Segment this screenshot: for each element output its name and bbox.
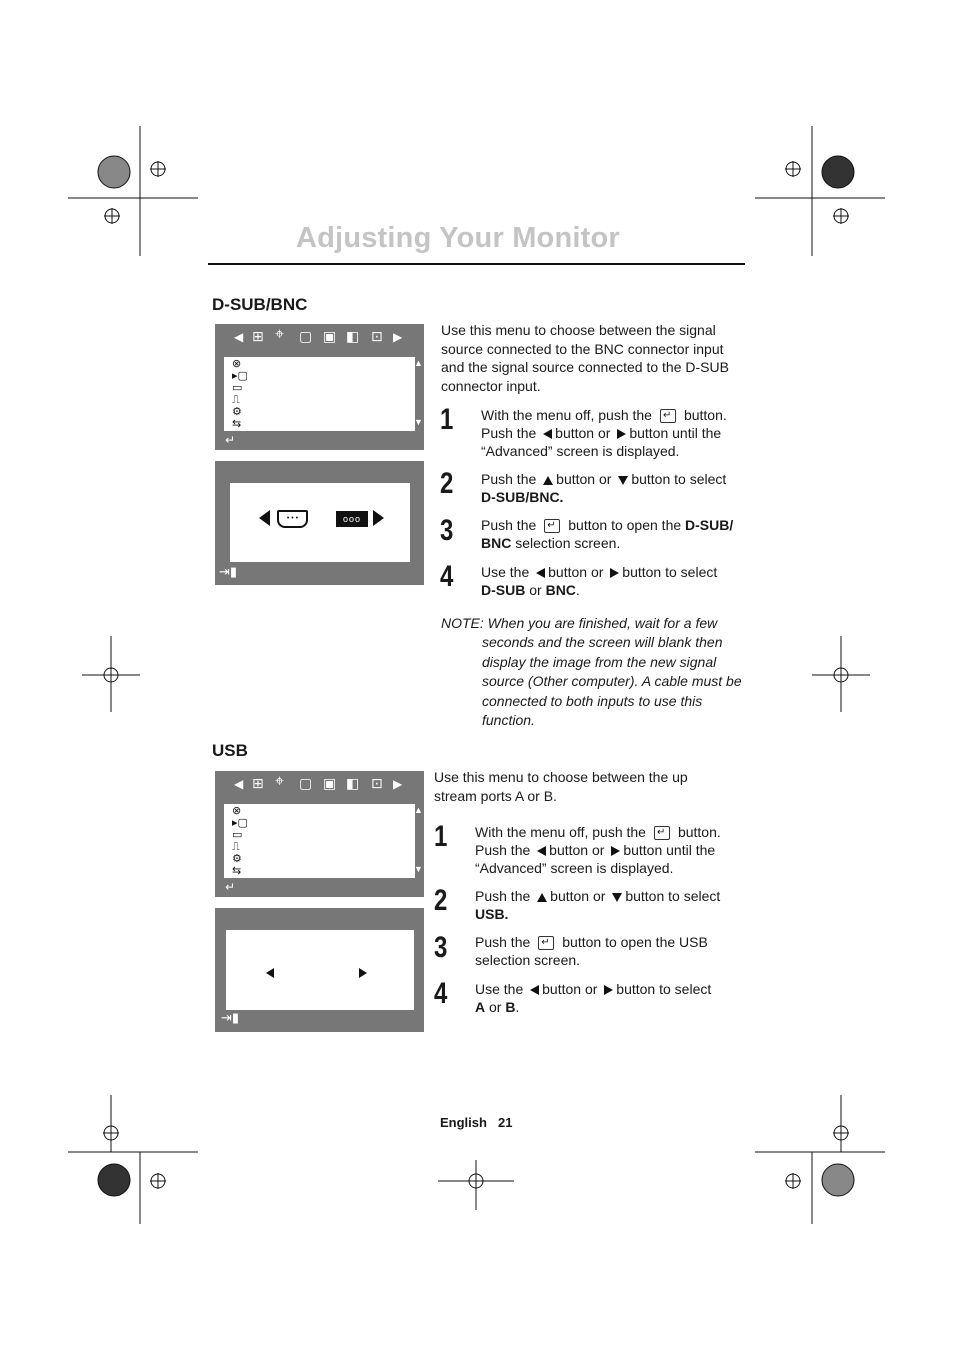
menu-item-icons: ⊗ ▸▢ ▭ ⎍ ⚙ ⇆ bbox=[232, 805, 248, 877]
geometry-icon: ⌖ bbox=[275, 773, 285, 790]
selection-area bbox=[226, 930, 414, 1010]
color-icon: ▣ bbox=[323, 328, 337, 344]
footer-language: English bbox=[440, 1115, 487, 1130]
dsub-step-2: Push the button or button to select D-SUB/BNC. bbox=[481, 471, 727, 505]
menu-item-icons: ⊗ ▸▢ ▭ ⎍ ⚙ ⇆ bbox=[232, 358, 248, 430]
selection-right-arrow-icon bbox=[373, 510, 384, 531]
page-title: Adjusting Your Monitor bbox=[296, 222, 620, 254]
down-arrow-icon bbox=[612, 893, 622, 902]
enter-button-icon bbox=[660, 409, 676, 423]
up-arrow-icon bbox=[543, 476, 553, 485]
advanced-icon: ◧ bbox=[346, 775, 360, 791]
title-rule bbox=[208, 263, 745, 265]
right-arrow-icon bbox=[604, 985, 613, 995]
position-icon: ⊞ bbox=[252, 775, 264, 791]
dsub-step-2-number: 2 bbox=[440, 467, 454, 500]
dsub-osd-menu bbox=[215, 324, 424, 450]
scroll-up-icon: ▲ bbox=[414, 358, 423, 368]
left-arrow-icon bbox=[536, 568, 545, 578]
dsub-step-1-number: 1 bbox=[440, 403, 454, 436]
left-arrow-icon bbox=[543, 429, 552, 439]
left-arrow-icon: ◀ bbox=[234, 777, 244, 791]
right-arrow-icon: ▶ bbox=[393, 777, 403, 791]
usb-step-1-number: 1 bbox=[434, 820, 448, 853]
left-arrow-icon bbox=[537, 846, 546, 856]
usb-step-3-number: 3 bbox=[434, 931, 448, 964]
scroll-up-icon: ▲ bbox=[414, 805, 423, 815]
down-arrow-icon bbox=[618, 476, 628, 485]
dsub-step-1: With the menu off, push the↵ button. Push the button or button until the “Advanced” screen is displayed. bbox=[481, 407, 746, 460]
left-arrow-icon: ◀ bbox=[234, 330, 244, 344]
scroll-down-icon: ▼ bbox=[414, 864, 423, 874]
bnc-connector-icon: ooo bbox=[336, 511, 368, 527]
usb-heading: USB bbox=[212, 741, 248, 760]
enter-button-icon bbox=[654, 826, 670, 840]
dsub-note: NOTE: When you are finished, wait for a few seconds and the screen will blank then display the image from the new signal source (Other computer). A cable must be connected to both inputs to use this function. bbox=[441, 615, 742, 729]
right-arrow-icon bbox=[610, 568, 619, 578]
enter-icon: ↵ bbox=[225, 880, 236, 894]
right-arrow-icon bbox=[617, 429, 626, 439]
usb-step-2: Push the button or button to select USB. bbox=[475, 888, 721, 922]
page-number: 21 bbox=[498, 1115, 513, 1130]
selection-left-arrow-icon bbox=[259, 510, 270, 531]
dsub-step-4: Use the button or button to select D-SUB or BNC. bbox=[481, 564, 718, 598]
window-icon: ⊡ bbox=[371, 328, 383, 344]
up-arrow-icon bbox=[537, 893, 547, 902]
menu-list-area bbox=[224, 804, 415, 878]
enter-button-icon bbox=[544, 519, 560, 533]
dsub-connector-icon: • • • bbox=[277, 510, 308, 528]
usb-step-1: With the menu off, push the↵ button. Push the button or button until the “Advanced” screen is displayed. bbox=[475, 824, 745, 877]
enter-icon: ↵ bbox=[225, 433, 236, 447]
menu-list-area bbox=[224, 357, 415, 431]
size-icon: ▢ bbox=[299, 775, 313, 791]
exit-icon: ⇥▮ bbox=[221, 1010, 240, 1025]
exit-icon: ⇥▮ bbox=[219, 564, 238, 579]
size-icon: ▢ bbox=[299, 328, 313, 344]
usb-step-3: Push the↵ button to open the USB selection screen. bbox=[475, 934, 745, 970]
usb-intro: Use this menu to choose between the up stream ports A or B. bbox=[434, 769, 688, 804]
dsub-intro: Use this menu to choose between the signal source connected to the BNC connector input and the signal source connected to the D-SUB connector input. bbox=[441, 322, 729, 395]
usb-step-2-number: 2 bbox=[434, 884, 448, 917]
color-icon: ▣ bbox=[323, 775, 337, 791]
window-icon: ⊡ bbox=[371, 775, 383, 791]
advanced-icon: ◧ bbox=[346, 328, 360, 344]
dsub-heading: D-SUB/BNC bbox=[212, 295, 308, 314]
right-arrow-icon: ▶ bbox=[393, 330, 403, 344]
scroll-down-icon: ▼ bbox=[414, 417, 423, 427]
dsub-step-4-number: 4 bbox=[440, 560, 454, 593]
dsub-step-3-number: 3 bbox=[440, 514, 454, 547]
selection-right-arrow-icon bbox=[359, 965, 367, 983]
usb-step-4-number: 4 bbox=[434, 977, 448, 1010]
right-arrow-icon bbox=[611, 846, 620, 856]
left-arrow-icon bbox=[530, 985, 539, 995]
usb-step-4: Use the button or button to select A or B. bbox=[475, 981, 712, 1015]
dsub-step-3: Push the↵ button to open the D-SUB/ BNC selection screen. bbox=[481, 517, 746, 553]
usb-selection-screen bbox=[215, 908, 424, 1032]
dsub-selection-screen bbox=[215, 461, 424, 585]
selection-left-arrow-icon bbox=[266, 965, 274, 983]
position-icon: ⊞ bbox=[252, 328, 264, 344]
geometry-icon: ⌖ bbox=[275, 326, 285, 343]
enter-button-icon bbox=[538, 936, 554, 950]
selection-area bbox=[230, 483, 410, 562]
usb-osd-menu bbox=[215, 771, 424, 897]
